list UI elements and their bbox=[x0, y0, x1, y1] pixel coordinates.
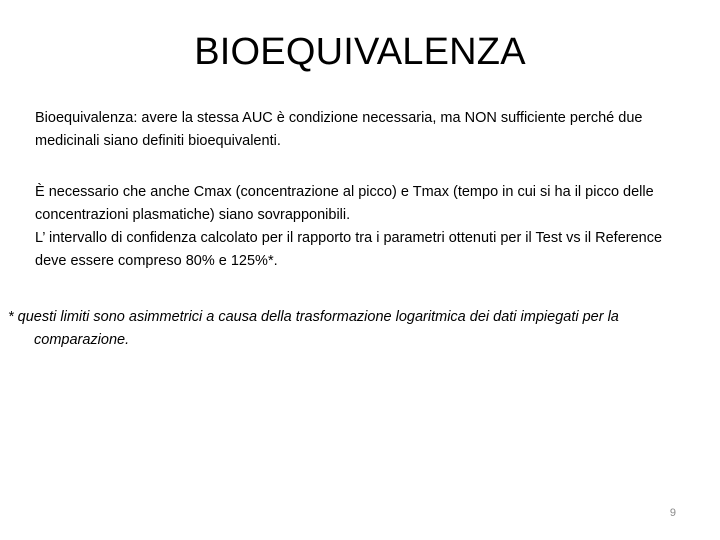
paragraph-cmax-tmax-block bbox=[35, 181, 695, 273]
page-number: 9 bbox=[669, 507, 676, 519]
paragraph-auc: Bioequivalenza: avere la stessa AUC è condizione necessaria, ma NON sufficiente perché due medicinali siano definiti bioequivalenti. bbox=[35, 110, 643, 149]
paragraph-confidence-interval: L’ intervallo di confidenza calcolato per il rapporto tra i parametri ottenuti per il Test vs il Reference deve essere compreso 80% e 125%*. bbox=[35, 230, 663, 269]
paragraph-cmax-tmax: È necessario che anche Cmax (concentrazione al picco) e Tmax (tempo in cui si ha il picco delle concentrazioni plasmatiche) siano sovrapponibili. bbox=[35, 184, 654, 223]
slide-title: BIOEQUIVALENZA bbox=[194, 31, 526, 73]
footnote: * questi limiti sono asimmetrici a causa della trasformazione logaritmica dei dati impiegati per la comparazione. bbox=[8, 309, 619, 348]
